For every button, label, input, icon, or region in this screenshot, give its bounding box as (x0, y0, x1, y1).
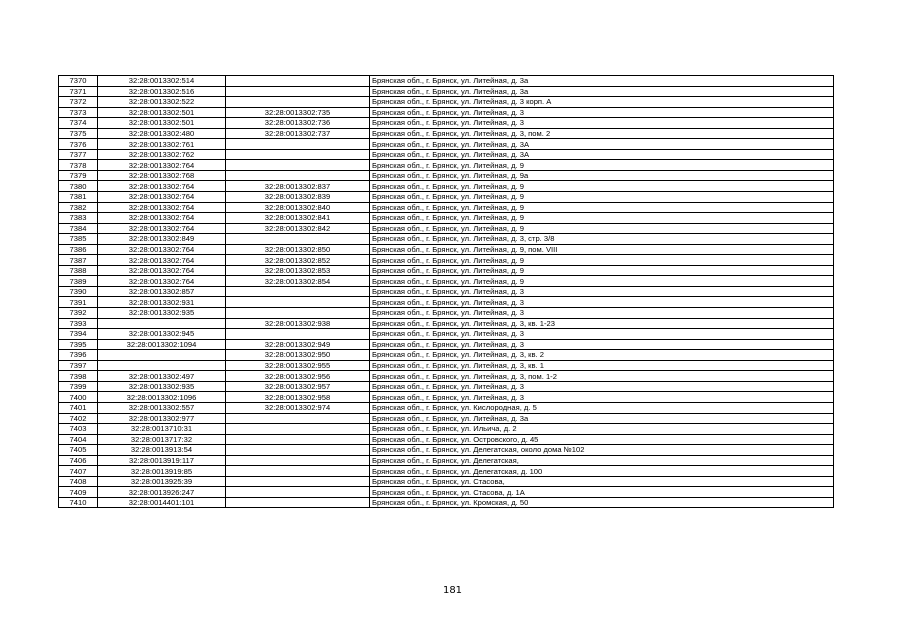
sub-cadastral-number-cell (226, 487, 370, 498)
sub-cadastral-number-cell (226, 424, 370, 435)
cadastral-number-cell: 32:28:0013302:764 (98, 276, 226, 287)
table-row (59, 424, 834, 435)
table-row (59, 487, 834, 498)
cadastral-number-cell: 32:28:0013710:31 (98, 424, 226, 435)
property-table (58, 75, 834, 508)
cadastral-number-cell: 32:28:0013302:764 (98, 213, 226, 224)
table-row (59, 149, 834, 160)
address-cell: Брянская обл., г. Брянск, ул. Кромская, д. 50 (370, 497, 834, 508)
address-cell: Брянская обл., г. Брянск, ул. Литейная, д. 3 (370, 297, 834, 308)
address-cell: Брянская обл., г. Брянск, ул. Литейная, д. 3 (370, 392, 834, 403)
cadastral-number-cell (98, 318, 226, 329)
table-row (59, 160, 834, 171)
cadastral-number-cell: 32:28:0013302:764 (98, 244, 226, 255)
address-cell: Брянская обл., г. Брянск, ул. Литейная, д. 3А (370, 139, 834, 150)
address-cell: Брянская обл., г. Брянск, ул. Литейная, д. 9 (370, 276, 834, 287)
cadastral-number-cell: 32:28:0013717:32 (98, 434, 226, 445)
cadastral-number-cell: 32:28:0013302:764 (98, 202, 226, 213)
sub-cadastral-number-cell: 32:28:0013302:958 (226, 392, 370, 403)
sub-cadastral-number-cell (226, 455, 370, 466)
row-number-cell: 7401 (59, 402, 98, 413)
row-number-cell: 7394 (59, 329, 98, 340)
address-cell: Брянская обл., г. Брянск, ул. Литейная, д. 3а (370, 413, 834, 424)
cadastral-number-cell: 32:28:0014401:101 (98, 497, 226, 508)
row-number-cell: 7382 (59, 202, 98, 213)
row-number-cell: 7393 (59, 318, 98, 329)
table-row (59, 476, 834, 487)
table-row (59, 455, 834, 466)
address-cell: Брянская обл., г. Брянск, ул. Литейная, д. 3 (370, 329, 834, 340)
address-cell: Брянская обл., г. Брянск, ул. Литейная, д. 9 (370, 160, 834, 171)
table-row (59, 381, 834, 392)
sub-cadastral-number-cell: 32:28:0013302:840 (226, 202, 370, 213)
sub-cadastral-number-cell (226, 97, 370, 108)
row-number-cell: 7374 (59, 118, 98, 129)
address-cell: Брянская обл., г. Брянск, ул. Островского, д. 45 (370, 434, 834, 445)
cadastral-number-cell: 32:28:0013302:1096 (98, 392, 226, 403)
cadastral-number-cell: 32:28:0013302:977 (98, 413, 226, 424)
address-cell: Брянская обл., г. Брянск, ул. Литейная, д. 9 (370, 202, 834, 213)
cadastral-number-cell: 32:28:0013302:764 (98, 223, 226, 234)
table-row (59, 97, 834, 108)
row-number-cell: 7386 (59, 244, 98, 255)
sub-cadastral-number-cell (226, 170, 370, 181)
table-row (59, 76, 834, 87)
sub-cadastral-number-cell: 32:28:0013302:735 (226, 107, 370, 118)
cadastral-number-cell: 32:28:0013919:85 (98, 466, 226, 477)
table-row (59, 350, 834, 361)
address-cell: Брянская обл., г. Брянск, ул. Литейная, д. 3а (370, 86, 834, 97)
row-number-cell: 7380 (59, 181, 98, 192)
table-row (59, 276, 834, 287)
cadastral-number-cell (98, 360, 226, 371)
cadastral-number-cell: 32:28:0013302:480 (98, 128, 226, 139)
row-number-cell: 7395 (59, 339, 98, 350)
sub-cadastral-number-cell: 32:28:0013302:957 (226, 381, 370, 392)
row-number-cell: 7373 (59, 107, 98, 118)
address-cell: Брянская обл., г. Брянск, ул. Стасова, д. 1А (370, 487, 834, 498)
cadastral-number-cell: 32:28:0013302:1094 (98, 339, 226, 350)
sub-cadastral-number-cell: 32:28:0013302:737 (226, 128, 370, 139)
cadastral-number-cell: 32:28:0013302:945 (98, 329, 226, 340)
table-row (59, 128, 834, 139)
table-row (59, 413, 834, 424)
table-row (59, 223, 834, 234)
row-number-cell: 7376 (59, 139, 98, 150)
row-number-cell: 7397 (59, 360, 98, 371)
address-cell: Брянская обл., г. Брянск, ул. Литейная, д. 3, кв. 2 (370, 350, 834, 361)
cadastral-number-cell (98, 350, 226, 361)
table-row (59, 86, 834, 97)
sub-cadastral-number-cell (226, 497, 370, 508)
row-number-cell: 7379 (59, 170, 98, 181)
cadastral-number-cell: 32:28:0013302:557 (98, 402, 226, 413)
sub-cadastral-number-cell: 32:28:0013302:736 (226, 118, 370, 129)
table-row (59, 434, 834, 445)
sub-cadastral-number-cell: 32:28:0013302:837 (226, 181, 370, 192)
table-row (59, 318, 834, 329)
table-row (59, 497, 834, 508)
sub-cadastral-number-cell: 32:28:0013302:955 (226, 360, 370, 371)
row-number-cell: 7409 (59, 487, 98, 498)
address-cell: Брянская обл., г. Брянск, ул. Литейная, д. 3, кв. 1-23 (370, 318, 834, 329)
address-cell: Брянская обл., г. Брянск, ул. Литейная, д. 9 (370, 223, 834, 234)
row-number-cell: 7391 (59, 297, 98, 308)
address-cell: Брянская обл., г. Брянск, ул. Литейная, д. 9а (370, 170, 834, 181)
row-number-cell: 7392 (59, 308, 98, 319)
table-row (59, 308, 834, 319)
table-row (59, 107, 834, 118)
table-row (59, 297, 834, 308)
cadastral-number-cell: 32:28:0013913:54 (98, 445, 226, 456)
sub-cadastral-number-cell: 32:28:0013302:850 (226, 244, 370, 255)
table-row (59, 371, 834, 382)
row-number-cell: 7389 (59, 276, 98, 287)
cadastral-number-cell: 32:28:0013919:117 (98, 455, 226, 466)
address-cell: Брянская обл., г. Брянск, ул. Литейная, д. 3, пом. 1-2 (370, 371, 834, 382)
table-row (59, 255, 834, 266)
cadastral-number-cell: 32:28:0013302:501 (98, 107, 226, 118)
table-row (59, 118, 834, 129)
address-cell: Брянская обл., г. Брянск, ул. Литейная, д. 3 корп. А (370, 97, 834, 108)
address-cell: Брянская обл., г. Брянск, ул. Литейная, д. 9 (370, 255, 834, 266)
sub-cadastral-number-cell (226, 139, 370, 150)
sub-cadastral-number-cell (226, 434, 370, 445)
address-cell: Брянская обл., г. Брянск, ул. Литейная, д. 3 (370, 339, 834, 350)
row-number-cell: 7388 (59, 265, 98, 276)
cadastral-number-cell: 32:28:0013302:761 (98, 139, 226, 150)
sub-cadastral-number-cell (226, 149, 370, 160)
address-cell: Брянская обл., г. Брянск, ул. Литейная, д. 9, пом. VIII (370, 244, 834, 255)
address-cell: Брянская обл., г. Брянск, ул. Литейная, д. 3, стр. 3/8 (370, 234, 834, 245)
row-number-cell: 7372 (59, 97, 98, 108)
cadastral-number-cell: 32:28:0013926:247 (98, 487, 226, 498)
address-cell: Брянская обл., г. Брянск, ул. Литейная, д. 3 (370, 107, 834, 118)
table-row (59, 392, 834, 403)
row-number-cell: 7406 (59, 455, 98, 466)
address-cell: Брянская обл., г. Брянск, ул. Ильича, д. 2 (370, 424, 834, 435)
address-cell: Брянская обл., г. Брянск, ул. Литейная, д. 3 (370, 308, 834, 319)
page-number: 181 (442, 585, 463, 596)
sub-cadastral-number-cell: 32:28:0013302:853 (226, 265, 370, 276)
cadastral-number-cell: 32:28:0013302:497 (98, 371, 226, 382)
sub-cadastral-number-cell (226, 466, 370, 477)
property-table-body (59, 76, 834, 508)
cadastral-number-cell: 32:28:0013302:935 (98, 308, 226, 319)
cadastral-number-cell: 32:28:0013302:762 (98, 149, 226, 160)
table-row (59, 170, 834, 181)
table-row (59, 466, 834, 477)
row-number-cell: 7408 (59, 476, 98, 487)
sub-cadastral-number-cell (226, 160, 370, 171)
table-row (59, 234, 834, 245)
sub-cadastral-number-cell (226, 234, 370, 245)
address-cell: Брянская обл., г. Брянск, ул. Литейная, д. 3а (370, 76, 834, 87)
sub-cadastral-number-cell: 32:28:0013302:949 (226, 339, 370, 350)
address-cell: Брянская обл., г. Брянск, ул. Литейная, д. 3 (370, 286, 834, 297)
table-row (59, 181, 834, 192)
sub-cadastral-number-cell (226, 286, 370, 297)
table-row (59, 202, 834, 213)
row-number-cell: 7390 (59, 286, 98, 297)
row-number-cell: 7378 (59, 160, 98, 171)
cadastral-number-cell: 32:28:0013302:764 (98, 255, 226, 266)
row-number-cell: 7383 (59, 213, 98, 224)
table-row (59, 286, 834, 297)
cadastral-number-cell: 32:28:0013302:522 (98, 97, 226, 108)
sub-cadastral-number-cell (226, 297, 370, 308)
cadastral-number-cell: 32:28:0013302:935 (98, 381, 226, 392)
row-number-cell: 7399 (59, 381, 98, 392)
cadastral-number-cell: 32:28:0013302:516 (98, 86, 226, 97)
row-number-cell: 7404 (59, 434, 98, 445)
cadastral-number-cell: 32:28:0013302:768 (98, 170, 226, 181)
address-cell: Брянская обл., г. Брянск, ул. Литейная, д. 3 (370, 381, 834, 392)
sub-cadastral-number-cell: 32:28:0013302:854 (226, 276, 370, 287)
sub-cadastral-number-cell: 32:28:0013302:839 (226, 192, 370, 203)
row-number-cell: 7400 (59, 392, 98, 403)
address-cell: Брянская обл., г. Брянск, ул. Стасова, (370, 476, 834, 487)
row-number-cell: 7385 (59, 234, 98, 245)
cadastral-number-cell: 32:28:0013302:501 (98, 118, 226, 129)
cadastral-number-cell: 32:28:0013302:764 (98, 265, 226, 276)
table-row (59, 265, 834, 276)
table-row (59, 192, 834, 203)
address-cell: Брянская обл., г. Брянск, ул. Литейная, д. 3, пом. 2 (370, 128, 834, 139)
address-cell: Брянская обл., г. Брянск, ул. Литейная, д. 9 (370, 192, 834, 203)
row-number-cell: 7405 (59, 445, 98, 456)
table-row (59, 213, 834, 224)
address-cell: Брянская обл., г. Брянск, ул. Литейная, д. 9 (370, 265, 834, 276)
address-cell: Брянская обл., г. Брянск, ул. Делегатская, д. 100 (370, 466, 834, 477)
address-cell: Брянская обл., г. Брянск, ул. Кислородная, д. 5 (370, 402, 834, 413)
table-row (59, 339, 834, 350)
address-cell: Брянская обл., г. Брянск, ул. Делегатская, (370, 455, 834, 466)
sub-cadastral-number-cell (226, 76, 370, 87)
row-number-cell: 7398 (59, 371, 98, 382)
sub-cadastral-number-cell (226, 476, 370, 487)
table-row (59, 329, 834, 340)
sub-cadastral-number-cell (226, 329, 370, 340)
sub-cadastral-number-cell: 32:28:0013302:938 (226, 318, 370, 329)
cadastral-number-cell: 32:28:0013302:849 (98, 234, 226, 245)
sub-cadastral-number-cell (226, 86, 370, 97)
cadastral-number-cell: 32:28:0013302:857 (98, 286, 226, 297)
row-number-cell: 7371 (59, 86, 98, 97)
row-number-cell: 7387 (59, 255, 98, 266)
address-cell: Брянская обл., г. Брянск, ул. Литейная, д. 3 (370, 118, 834, 129)
sub-cadastral-number-cell: 32:28:0013302:852 (226, 255, 370, 266)
sub-cadastral-number-cell: 32:28:0013302:842 (226, 223, 370, 234)
table-row (59, 360, 834, 371)
table-row (59, 244, 834, 255)
address-cell: Брянская обл., г. Брянск, ул. Литейная, д. 3, кв. 1 (370, 360, 834, 371)
cadastral-number-cell: 32:28:0013302:764 (98, 192, 226, 203)
row-number-cell: 7396 (59, 350, 98, 361)
cadastral-number-cell: 32:28:0013925:39 (98, 476, 226, 487)
row-number-cell: 7375 (59, 128, 98, 139)
address-cell: Брянская обл., г. Брянск, ул. Литейная, д. 9 (370, 213, 834, 224)
cadastral-number-cell: 32:28:0013302:764 (98, 160, 226, 171)
row-number-cell: 7403 (59, 424, 98, 435)
address-cell: Брянская обл., г. Брянск, ул. Литейная, д. 9 (370, 181, 834, 192)
address-cell: Брянская обл., г. Брянск, ул. Литейная, д. 3А (370, 149, 834, 160)
cadastral-number-cell: 32:28:0013302:514 (98, 76, 226, 87)
sub-cadastral-number-cell: 32:28:0013302:950 (226, 350, 370, 361)
sub-cadastral-number-cell: 32:28:0013302:841 (226, 213, 370, 224)
sub-cadastral-number-cell (226, 445, 370, 456)
row-number-cell: 7410 (59, 497, 98, 508)
table-row (59, 139, 834, 150)
sub-cadastral-number-cell: 32:28:0013302:956 (226, 371, 370, 382)
sub-cadastral-number-cell: 32:28:0013302:974 (226, 402, 370, 413)
row-number-cell: 7402 (59, 413, 98, 424)
table-row (59, 445, 834, 456)
row-number-cell: 7370 (59, 76, 98, 87)
table-row (59, 402, 834, 413)
row-number-cell: 7407 (59, 466, 98, 477)
row-number-cell: 7381 (59, 192, 98, 203)
sub-cadastral-number-cell (226, 308, 370, 319)
row-number-cell: 7384 (59, 223, 98, 234)
cadastral-number-cell: 32:28:0013302:931 (98, 297, 226, 308)
row-number-cell: 7377 (59, 149, 98, 160)
cadastral-number-cell: 32:28:0013302:764 (98, 181, 226, 192)
address-cell: Брянская обл., г. Брянск, ул. Делегатская, около дома №102 (370, 445, 834, 456)
sub-cadastral-number-cell (226, 413, 370, 424)
